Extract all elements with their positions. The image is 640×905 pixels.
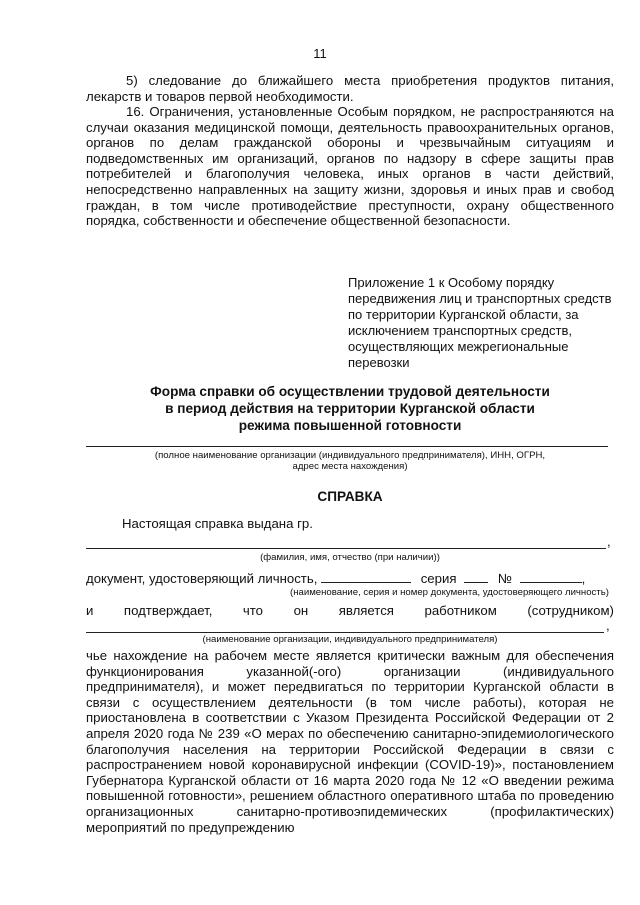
form-title bbox=[86, 383, 614, 434]
form-title-line-2: в период действия на территории Курганской области bbox=[165, 401, 535, 416]
certificate-body-text: чье нахождение на рабочем месте является критически важным для обеспечения функционирования указанной(-ого) организации (индивидуального предпринимателя), и может передвигаться по территории Курганской области в связи с осуществлением деятельности (в том числе работы), которая не приостановлена в соответствии с Указом Президента Российской Федерации от 2 апреля 2020 года № 239 «О мерах по обеспечению санитарно-эпидемиологического благополучия населения на территории Российской Федерации в связи с распространением новой коронавирусной инфекции (COVID-19)», постановлением Губернатора Курганской области от 16 марта 2020 года № 12 «О введении режима повышенной готовности», решением областного оперативного штаба по проведению организационных санитарно-противоэпидемических (профилактических) мероприятий по предупреждению bbox=[86, 648, 614, 835]
identity-document-row: документ, удостоверяющий личность, серия № , bbox=[86, 571, 586, 586]
form-title-line-1: Форма справки об осуществлении трудовой деятельности bbox=[150, 384, 550, 399]
full-name-fill-line[interactable] bbox=[86, 548, 606, 549]
organization-caption bbox=[86, 450, 614, 472]
issued-to-text: Настоящая справка выдана гр. bbox=[122, 516, 313, 531]
identity-document-caption: (наименование, серия и номер документа, удостоверяющего личность) bbox=[290, 587, 609, 598]
confirm-word: он bbox=[293, 603, 309, 618]
employer-fill-line[interactable] bbox=[86, 632, 604, 633]
confirm-word: подтверждает, bbox=[123, 603, 213, 618]
form-title-line-3: режима повышенной готовности bbox=[238, 418, 462, 433]
organization-fill-line[interactable] bbox=[86, 446, 608, 447]
paragraph-item-16: 16. Ограничения, установленные Особым порядком, не распространяются на случаи оказания медицинской помощи, деятельность правоохранительных органов, органов по делам гражданской обороны и чрезвычайным ситуациям и подведомственных им организаций, органов по надзору в сфере защиты прав потребителей и благополучия человека, иных органов в части действий, непосредственно направленных на защиту жизни, здоровья и иных прав и свобод граждан, в том числе противодействие преступности, охрану общественного порядка, собственности и обеспечение общественной безопасности. bbox=[86, 104, 614, 229]
organization-caption-line-2: адрес места нахождения) bbox=[292, 461, 408, 472]
confirm-word: (сотрудником) bbox=[527, 603, 614, 618]
page-number: 11 bbox=[313, 46, 327, 61]
confirm-row bbox=[86, 603, 614, 618]
comma-mark: , bbox=[607, 534, 611, 549]
employer-caption: (наименование организации, индивидуального предпринимателя) bbox=[202, 634, 498, 645]
confirm-word: и bbox=[86, 603, 94, 618]
confirm-word: является bbox=[338, 603, 394, 618]
confirm-word: что bbox=[242, 603, 264, 618]
number-field[interactable] bbox=[520, 570, 582, 583]
certificate-heading: СПРАВКА bbox=[317, 489, 383, 504]
series-field[interactable] bbox=[464, 570, 488, 583]
comma-mark: , bbox=[606, 618, 610, 633]
full-name-caption: (фамилия, имя, отчество (при наличии)) bbox=[260, 552, 440, 563]
confirm-word: работником bbox=[424, 603, 497, 618]
series-label: серия bbox=[420, 571, 457, 586]
appendix-note: Приложение 1 к Особому порядку передвижения лиц и транспортных средств по территории Курганской области, за исключением транспортных средств, осуществляющих межрегиональные перевозки bbox=[348, 275, 612, 370]
number-label: № bbox=[497, 571, 512, 586]
identity-document-field[interactable] bbox=[321, 570, 411, 583]
paragraph-item-5: 5) следование до ближайшего места приобретения продуктов питания, лекарств и товаров первой необходимости. bbox=[86, 73, 614, 104]
organization-caption-line-1: (полное наименование организации (индивидуального предпринимателя), ИНН, ОГРН, bbox=[154, 450, 546, 461]
identity-document-label: документ, удостоверяющий личность, bbox=[86, 571, 318, 586]
